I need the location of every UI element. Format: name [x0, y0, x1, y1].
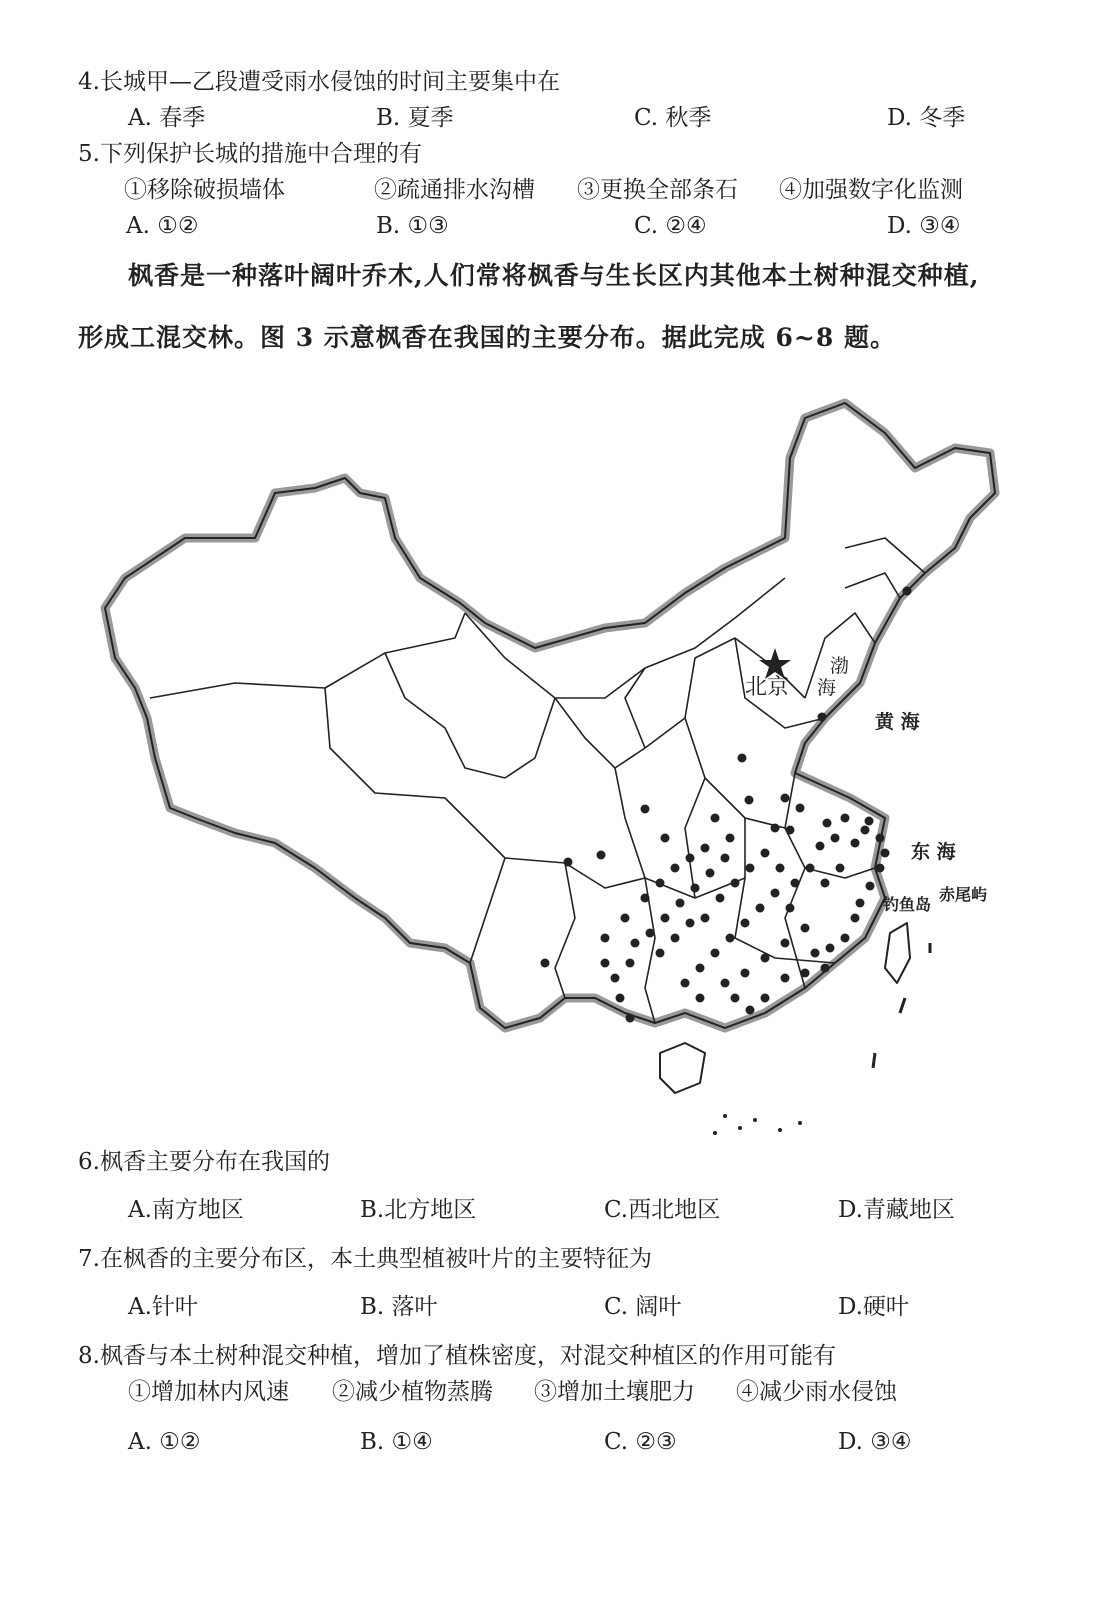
- q8-item-3: ③增加土壤肥力: [534, 1379, 695, 1405]
- label-chiweiyu: 赤尾屿: [939, 885, 988, 904]
- question-6-stem: 6.枫香主要分布在我国的: [78, 1149, 330, 1175]
- china-distribution-map: [85, 398, 1015, 1138]
- q5-option-d[interactable]: D. ③④: [887, 213, 961, 239]
- q5-item-3: ③更换全部条石: [577, 177, 738, 203]
- label-donghai: 东 海: [911, 841, 956, 863]
- q5-item-2: ②疏通排水沟槽: [374, 177, 535, 203]
- intro-line-2: 形成工混交林。图 3 示意枫香在我国的主要分布。据此完成 6~8 题。: [78, 323, 896, 352]
- q7-option-a[interactable]: A.针叶: [128, 1294, 198, 1320]
- q8-item-2: ②减少植物蒸腾: [332, 1379, 493, 1405]
- q7-option-d[interactable]: D.硬叶: [838, 1294, 909, 1320]
- label-bohai-1: 渤: [830, 655, 850, 677]
- q5-option-b[interactable]: B. ①③: [376, 213, 449, 239]
- q8-option-d[interactable]: D. ③④: [838, 1429, 912, 1455]
- question-5-stem: 5.下列保护长城的措施中合理的有: [78, 141, 422, 167]
- q6-option-c[interactable]: C.西北地区: [604, 1197, 721, 1223]
- q6-option-d[interactable]: D.青藏地区: [838, 1197, 955, 1223]
- q4-option-b[interactable]: B. 夏季: [376, 105, 454, 131]
- label-diaoyudao: 钓鱼岛: [883, 895, 932, 914]
- q6-option-b[interactable]: B.北方地区: [360, 1197, 477, 1223]
- q8-option-c[interactable]: C. ②③: [604, 1429, 677, 1455]
- question-7-stem: 7.在枫香的主要分布区，本土典型植被叶片的主要特征为: [78, 1246, 652, 1272]
- label-huanghai: 黄 海: [875, 711, 920, 733]
- q8-item-1: ①增加林内风速: [128, 1379, 289, 1405]
- q8-option-b[interactable]: B. ①④: [360, 1429, 433, 1455]
- q7-option-b[interactable]: B. 落叶: [360, 1294, 438, 1320]
- q4-option-a[interactable]: A. 春季: [128, 105, 206, 131]
- label-beijing: 北京: [745, 675, 790, 700]
- question-4-stem: 4.长城甲—乙段遭受雨水侵蚀的时间主要集中在: [78, 69, 560, 95]
- intro-line-1: 枫香是一种落叶阔叶乔木,人们常将枫香与生长区内其他本土树种混交种植,: [128, 261, 980, 290]
- q6-option-a[interactable]: A.南方地区: [128, 1197, 244, 1223]
- q4-option-d[interactable]: D. 冬季: [887, 105, 966, 131]
- question-8-stem: 8.枫香与本土树种混交种植，增加了植株密度，对混交种植区的作用可能有: [78, 1343, 836, 1369]
- q4-option-c[interactable]: C. 秋季: [634, 105, 712, 131]
- q5-option-c[interactable]: C. ②④: [634, 213, 707, 239]
- q8-option-a[interactable]: A. ①②: [128, 1429, 201, 1455]
- q5-option-a[interactable]: A. ①②: [126, 213, 199, 239]
- q5-item-1: ①移除破损墙体: [124, 177, 285, 203]
- label-bohai-2: 海: [817, 677, 837, 699]
- q7-option-c[interactable]: C. 阔叶: [604, 1294, 682, 1320]
- q8-item-4: ④减少雨水侵蚀: [736, 1379, 897, 1405]
- q5-item-4: ④加强数字化监测: [779, 177, 963, 203]
